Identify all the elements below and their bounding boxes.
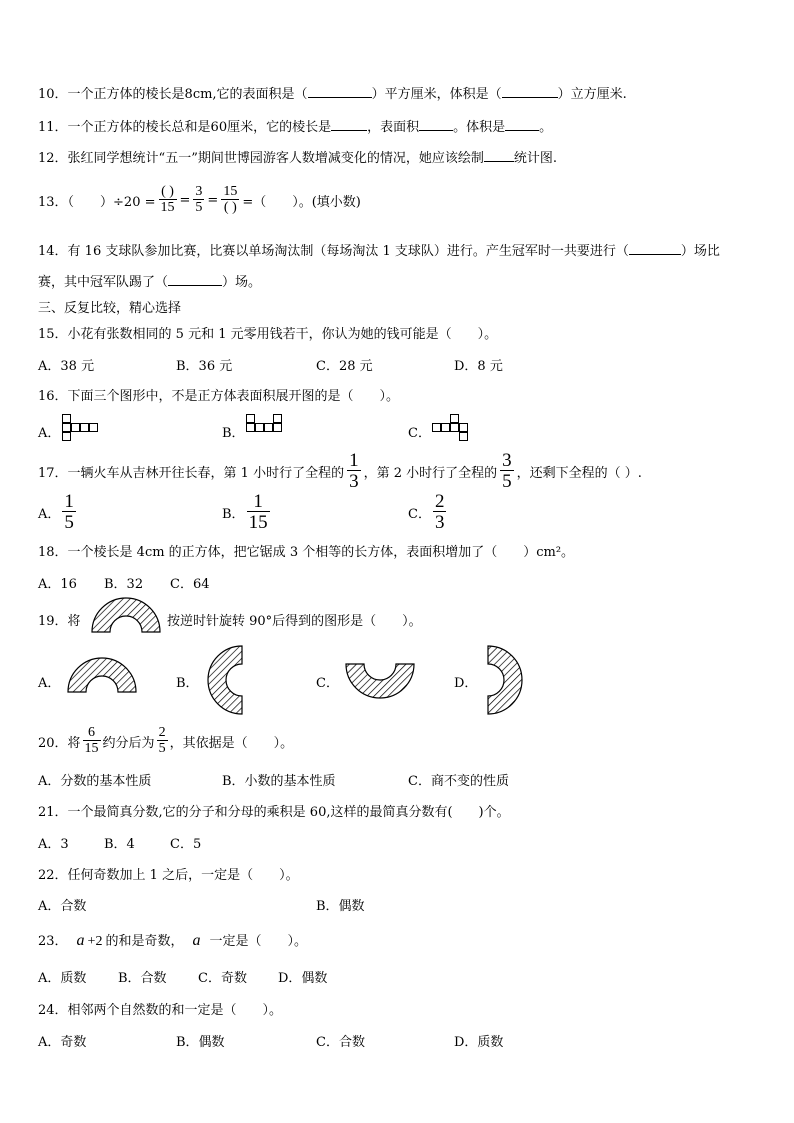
q17-text-mid: ，第 2 小时行了全程的 (363, 465, 498, 481)
q17-c-numerator: 2 (434, 491, 445, 512)
q11-text-3: 。体积是 (453, 120, 506, 135)
q11-blank-1[interactable] (331, 118, 367, 131)
question-14-line-1 (38, 240, 720, 259)
q19-option-c[interactable]: C． (316, 676, 339, 691)
q16-option-a[interactable]: A． (38, 426, 61, 441)
q23-text: 23． (38, 934, 68, 949)
q17-b-denominator: 15 (248, 512, 268, 533)
q15-option-d[interactable]: D．8 元 (454, 359, 503, 374)
q23-text-mid: 的和是奇数， (105, 934, 184, 949)
q20-option-a[interactable]: A．分数的基本性质 (38, 774, 152, 789)
q18-option-c[interactable]: C．64 (170, 577, 210, 592)
q13-f2-denominator: 5 (195, 200, 203, 215)
q16-net-c-icon (432, 414, 474, 444)
question-23 (38, 930, 307, 950)
q18-option-b[interactable]: B．32 (104, 577, 144, 592)
q23-option-b[interactable]: B．合数 (118, 971, 167, 986)
q12-text: 12．张红同学想统计“五一”期间世博园游客人数增减变化的情况，她应该绘制 (38, 151, 484, 166)
q20-f1-denominator: 15 (84, 741, 99, 756)
q19-option-d[interactable]: D． (454, 676, 478, 691)
section-heading: 三、反复比较，精心选择 (38, 301, 182, 316)
q14-text-3: 赛，其中冠军队踢了（ (38, 275, 169, 290)
q20-text-end: ，其依据是（ ）。 (169, 735, 294, 751)
q23-option-c[interactable]: C．奇数 (198, 971, 247, 986)
q18-option-a[interactable]: A．16 (38, 577, 77, 592)
question-16: 16．下面三个图形中，不是正方体表面积展开图的是（ ）。 (38, 389, 400, 404)
q17-f2-denominator: 5 (502, 471, 512, 492)
q13-text-end: =（ ）。(填小数) (242, 194, 361, 210)
q10-blank-1[interactable] (308, 85, 372, 98)
q17-option-a-fraction (62, 492, 76, 532)
q23-plus-two: +2 (87, 934, 103, 949)
question-24: 24．相邻两个自然数的和一定是（ ）。 (38, 1003, 283, 1018)
q22-option-a[interactable]: A．合数 (38, 899, 87, 914)
question-20 (38, 720, 293, 762)
q20-f1-numerator: 6 (88, 725, 96, 740)
q15-option-c[interactable]: C．28 元 (316, 359, 373, 374)
q17-option-b-label: B． (222, 506, 245, 522)
q13-f1-numerator[interactable]: ( ) (161, 184, 174, 199)
q13-equals-2: = (207, 192, 219, 208)
q20-option-c[interactable]: C．商不变的性质 (408, 774, 509, 789)
question-12 (38, 147, 557, 166)
q14-blank-2[interactable] (168, 273, 222, 286)
q24-option-b[interactable]: B．偶数 (176, 1035, 225, 1050)
q16-option-b[interactable]: B． (222, 426, 245, 441)
q16-net-b-icon (246, 414, 288, 444)
q13-fraction-2 (193, 185, 204, 215)
question-17 (38, 448, 642, 494)
q19-option-a[interactable]: A． (38, 676, 61, 691)
q20-option-b[interactable]: B．小数的基本性质 (222, 774, 336, 789)
q19-option-a-shape-icon[interactable] (66, 656, 138, 694)
q17-fraction-2 (500, 451, 514, 491)
q20-fraction-1 (83, 726, 101, 756)
q17-f1-denominator: 3 (349, 471, 359, 492)
q23-variable: a (76, 932, 85, 949)
question-19-suffix: 按逆时针旋转 90°后得到的图形是（ ）。 (167, 614, 422, 629)
q17-b-numerator: 1 (253, 491, 263, 512)
q17-a-numerator: 1 (64, 491, 74, 512)
question-22: 22．任何奇数加上 1 之后，一定是（ ）。 (38, 868, 299, 883)
q17-f2-numerator: 3 (502, 450, 512, 471)
q17-option-b[interactable] (222, 490, 270, 534)
q17-option-a-label: A． (38, 506, 61, 522)
q19-arch-shape-icon (90, 596, 162, 634)
q16-net-a-icon (62, 414, 104, 444)
q10-text: 10．一个正方体的棱长是8cm,它的表面积是（ (38, 87, 308, 102)
q13-f3-numerator: 15 (223, 184, 238, 199)
q13-fraction-3 (221, 185, 239, 215)
q19-option-d-shape-icon[interactable] (486, 644, 524, 716)
q13-equals: = (179, 192, 191, 208)
q24-option-a[interactable]: A．奇数 (38, 1035, 87, 1050)
q16-option-c[interactable]: C． (408, 426, 431, 441)
question-13 (38, 178, 361, 222)
q21-option-a[interactable]: A．3 (38, 837, 69, 852)
q22-option-b[interactable]: B．偶数 (316, 899, 365, 914)
q17-option-c-fraction (433, 492, 447, 532)
q15-option-a[interactable]: A．38 元 (38, 359, 95, 374)
q17-text-end: ，还剩下全程的（ ）. (516, 465, 642, 481)
q17-option-a[interactable] (38, 490, 76, 534)
q17-f1-numerator: 1 (349, 450, 359, 471)
question-21: 21．一个最简真分数,它的分子和分母的乘积是 60,这样的最简真分数有( )个。 (38, 805, 510, 820)
q17-text: 17．一辆火车从吉林开往长春，第 1 小时行了全程的 (38, 465, 345, 481)
q23-option-a[interactable]: A．质数 (38, 971, 87, 986)
q14-text-2: ）场比 (680, 244, 720, 259)
q10-text-mid: ）平方厘米，体积是（ (371, 87, 502, 102)
q13-f3-denominator[interactable]: ( ) (221, 199, 239, 215)
q17-option-b-fraction (247, 492, 270, 532)
question-10 (38, 83, 627, 102)
q14-text: 14．有 16 支球队参加比赛，比赛以单场淘汰制（每场淘汰 1 支球队）进行。产生冠军时一共要进行（ (38, 244, 629, 259)
question-19-prefix: 19．将 (38, 614, 81, 629)
q24-option-c[interactable]: C．合数 (316, 1035, 365, 1050)
question-15: 15．小花有张数相同的 5 元和 1 元零用钱若干，你认为她的钱可能是（ ）。 (38, 327, 498, 342)
q17-c-denominator: 3 (434, 512, 445, 533)
q23-text-end: 一定是（ ）。 (209, 934, 307, 949)
q23-option-d[interactable]: D．偶数 (278, 971, 328, 986)
q14-blank-1[interactable] (629, 242, 681, 255)
q17-fraction-1 (347, 451, 361, 491)
question-14-line-2 (38, 271, 261, 290)
q19-option-b[interactable]: B． (176, 676, 199, 691)
q10-text-end: ）立方厘米. (557, 87, 627, 102)
q11-blank-3[interactable] (505, 118, 539, 131)
q13-text: 13．（ ）÷20 = (38, 194, 156, 210)
q17-option-c[interactable] (408, 490, 446, 534)
q12-blank[interactable] (484, 149, 514, 162)
q19-option-c-shape-icon[interactable] (344, 662, 416, 700)
q20-text-mid: 约分后为 (102, 735, 155, 751)
q10-blank-2[interactable] (502, 85, 558, 98)
question-18: 18．一个棱长是 4cm 的正方体，把它锯成 3 个相等的长方体，表面积增加了（ ）cm²。 (38, 545, 575, 560)
q13-f1-denominator: 15 (160, 200, 175, 215)
q11-text: 11．一个正方体的棱长总和是60厘米，它的棱长是 (38, 120, 332, 135)
q15-option-b[interactable]: B．36 元 (176, 359, 233, 374)
q17-option-c-label: C． (408, 506, 431, 522)
q23-variable-2: a (192, 932, 201, 949)
q13-f2-numerator: 3 (195, 184, 203, 199)
q20-f2-denominator: 5 (158, 741, 166, 756)
q13-fraction-1 (159, 185, 177, 215)
q21-option-c[interactable]: C．5 (170, 837, 202, 852)
q11-blank-2[interactable] (419, 118, 453, 131)
q14-text-4: ）场。 (222, 275, 262, 290)
question-11 (38, 116, 552, 135)
q24-option-d[interactable]: D．质数 (454, 1035, 504, 1050)
q11-text-end: 。 (539, 120, 553, 135)
q17-a-denominator: 5 (64, 512, 74, 533)
q12-text-end: 统计图. (513, 151, 557, 166)
q20-fraction-2 (157, 726, 168, 756)
q20-f2-numerator: 2 (158, 725, 166, 740)
q21-option-b[interactable]: B．4 (104, 837, 135, 852)
q11-text-2: ，表面积 (367, 120, 420, 135)
q19-option-b-shape-icon[interactable] (206, 644, 244, 716)
q20-text: 20．将 (38, 735, 81, 751)
